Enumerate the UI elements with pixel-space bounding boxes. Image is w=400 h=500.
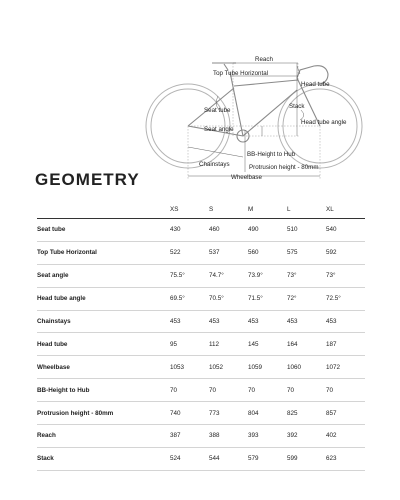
cell-value: 70.5° <box>209 287 248 310</box>
label-stack: Stack <box>289 103 305 110</box>
cell-value: 453 <box>170 310 209 333</box>
label-head-tube-angle: Head tube angle <box>301 119 347 126</box>
cell-value: 453 <box>248 310 287 333</box>
cell-value: 825 <box>287 402 326 425</box>
cell-value: 73.9° <box>248 264 287 287</box>
size-header: S <box>209 200 248 219</box>
cell-value: 74.7° <box>209 264 248 287</box>
row-label: Chainstays <box>37 310 170 333</box>
cell-value: 524 <box>170 447 209 470</box>
cell-value: 70 <box>248 379 287 402</box>
cell-value: 510 <box>287 219 326 242</box>
cell-value: 73° <box>326 264 365 287</box>
cell-value: 70 <box>209 379 248 402</box>
table-header-row <box>37 200 365 219</box>
cell-value: 1059 <box>248 356 287 379</box>
cell-value: 145 <box>248 333 287 356</box>
size-header: XL <box>326 200 365 219</box>
table-row <box>37 402 365 425</box>
row-label: Head tube <box>37 333 170 356</box>
table-row <box>37 241 365 264</box>
label-reach: Reach <box>255 56 273 63</box>
cell-value: 857 <box>326 402 365 425</box>
cell-value: 187 <box>326 333 365 356</box>
cell-value: 490 <box>248 219 287 242</box>
cell-value: 453 <box>209 310 248 333</box>
cell-value: 544 <box>209 447 248 470</box>
size-header: M <box>248 200 287 219</box>
cell-value: 540 <box>326 219 365 242</box>
table-header-blank <box>37 200 170 219</box>
row-label: Head tube angle <box>37 287 170 310</box>
row-label: Wheelbase <box>37 356 170 379</box>
cell-value: 592 <box>326 241 365 264</box>
label-seat-angle: Seat angle <box>204 126 234 133</box>
row-label: Protrusion height - 80mm <box>37 402 170 425</box>
cell-value: 72° <box>287 287 326 310</box>
table-row <box>37 310 365 333</box>
cell-value: 453 <box>326 310 365 333</box>
cell-value: 579 <box>248 447 287 470</box>
row-label: Top Tube Horizontal <box>37 241 170 264</box>
cell-value: 537 <box>209 241 248 264</box>
cell-value: 453 <box>287 310 326 333</box>
table-row <box>37 264 365 287</box>
table-row <box>37 447 365 470</box>
page-title: GEOMETRY <box>35 170 140 189</box>
cell-value: 393 <box>248 425 287 448</box>
cell-value: 460 <box>209 219 248 242</box>
size-header: L <box>287 200 326 219</box>
bike-geometry-diagram <box>0 0 400 190</box>
cell-value: 71.5° <box>248 287 287 310</box>
cell-value: 69.5° <box>170 287 209 310</box>
cell-value: 1052 <box>209 356 248 379</box>
table-row <box>37 219 365 242</box>
table-row <box>37 356 365 379</box>
label-top-tube: Top Tube Horizontal <box>213 70 269 77</box>
cell-value: 1053 <box>170 356 209 379</box>
cell-value: 402 <box>326 425 365 448</box>
cell-value: 740 <box>170 402 209 425</box>
cell-value: 392 <box>287 425 326 448</box>
row-label: BB-Height to Hub <box>37 379 170 402</box>
row-label: Stack <box>37 447 170 470</box>
cell-value: 70 <box>170 379 209 402</box>
label-protrusion: Protrusion height - 80mm <box>249 164 319 171</box>
table-row <box>37 425 365 448</box>
cell-value: 73° <box>287 264 326 287</box>
table-row <box>37 333 365 356</box>
cell-value: 773 <box>209 402 248 425</box>
label-head-tube: Head tube <box>301 81 330 88</box>
cell-value: 164 <box>287 333 326 356</box>
cell-value: 95 <box>170 333 209 356</box>
cell-value: 112 <box>209 333 248 356</box>
cell-value: 1060 <box>287 356 326 379</box>
cell-value: 387 <box>170 425 209 448</box>
label-bb-height: BB-Height to Hub <box>247 151 296 158</box>
cell-value: 75.5° <box>170 264 209 287</box>
cell-value: 804 <box>248 402 287 425</box>
label-seat-tube: Seat tube <box>204 107 231 114</box>
geometry-table <box>37 200 365 471</box>
cell-value: 599 <box>287 447 326 470</box>
cell-value: 72.5° <box>326 287 365 310</box>
cell-value: 560 <box>248 241 287 264</box>
row-label: Seat tube <box>37 219 170 242</box>
label-chainstays: Chainstays <box>199 161 230 168</box>
row-label: Reach <box>37 425 170 448</box>
size-header: XS <box>170 200 209 219</box>
cell-value: 430 <box>170 219 209 242</box>
cell-value: 575 <box>287 241 326 264</box>
cell-value: 522 <box>170 241 209 264</box>
cell-value: 388 <box>209 425 248 448</box>
table-row <box>37 287 365 310</box>
table-row <box>37 379 365 402</box>
cell-value: 1072 <box>326 356 365 379</box>
cell-value: 70 <box>287 379 326 402</box>
label-wheelbase: Wheelbase <box>231 174 262 181</box>
cell-value: 70 <box>326 379 365 402</box>
row-label: Seat angle <box>37 264 170 287</box>
cell-value: 623 <box>326 447 365 470</box>
